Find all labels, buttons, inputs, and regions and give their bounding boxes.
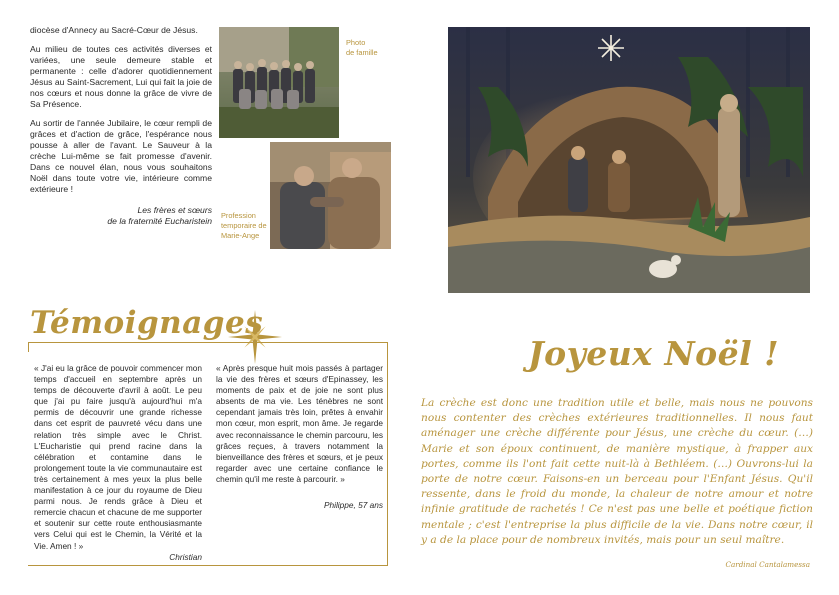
intro-paragraph-1: diocèse d'Annecy au Sacré-Cœur de Jésus. xyxy=(30,25,198,35)
christmas-message: La crèche est donc une tradition utile et belle, mais nous ne pouvons nous contenter des crèches extérieures traditionnelles. Il nous faut aménager une crèche différente pour Jésus, une crèche du cœur. (…) Marie et son époux continuent, de manière mystique, à frapper aux portes, comme ils l'ont fait cette nuit-là à Bethléem. (…) Ouvrons-lui la porte de notre cœur. Faisons-en un berceau pour l'Enfant Jésus. Qu'il ressente, dans le froid du monde, la chaleur de notre amour et notre infinie gratitude de rachetés ! Ce n'est pas une belle et poétique fiction mentale ; c'est l'entreprise la plus difficile de la vie. Dans notre cœur, il y a de la place pour de nombreux invités, mais pour un seul maître. xyxy=(421,397,813,546)
family-photo-caption: Photo de famille xyxy=(346,38,378,57)
profession-photo-caption: Profession temporaire de Marie-Ange xyxy=(221,211,267,240)
nativity-scene-photo xyxy=(448,27,810,293)
intro-paragraph-3: Au sortir de l'année Jubilaire, le cœur rempli de grâces et d'action de grâce, l'espérance nous pousse à aller de l'avant. Le Sauveur à la crèche Lui-même se fait promesse d'avenir. Dans ce nouvel élan, nous vous souhaitons Noël dans toute votre vie, intérieure comme extérieure ! xyxy=(30,118,212,194)
intro-text-column xyxy=(30,25,212,227)
family-photo xyxy=(219,27,339,138)
testimony-christian: « J'ai eu la grâce de pouvoir commencer mon temps d'accueil en septembre après un temps de découverte d'avril à août. Le peu que j'ai pu faire jusqu'à aujourd'hui m'a permis de découvrir une grande richesse dans cet esprit de pauvreté vécu dans une relation très simple avec le Christ. L'Eucharistie qui prend racine dans la célébration et contamine dans le prolongement toute la vie communautaire est très certainement à mes yeux la plus belle manifestation à ce jour du royaume de Dieu parmi nous. Je rends grâce à Dieu et remercie chacun et chacune de me supporter et soutenir sur cette route enthousiasmante vers Celui qui est le Chemin, la Vérité et la Vie. Amen ! » xyxy=(34,363,202,551)
testimonies-box-left-border xyxy=(28,342,29,352)
testimony-christian-author: Christian xyxy=(169,552,202,562)
testimony-philippe: « Après presque huit mois passés à partager la vie des frères et sœurs d'Epinassey, les moments de paix et de joie ne sont plus absents de ma vie. Les ténèbres ne sont cependant jamais très loin, prêtes à envahir mon cœur, mon esprit, mon âme. Je regarde avec reconnaissance le chemin parcouru, les grâces reçues, à travers notamment la bienveillance des frères et sœurs, et je peux regarder avec une certaine confiance le chemin qu'il me reste à parcourir. » xyxy=(216,363,383,484)
christmas-heading: Joyeux Noël ! xyxy=(528,334,780,373)
testimonies-heading: Témoignages xyxy=(30,305,264,341)
fraternity-signature: Les frères et sœurs de la fraternité Eucharistein xyxy=(107,205,212,226)
testimony-philippe-author: Philippe, 57 ans xyxy=(323,500,383,510)
christmas-message-author: Cardinal Cantalamessa xyxy=(725,560,810,569)
intro-paragraph-2: Au milieu de toutes ces activités diverses et variées, une seule demeure stable et permanente : celle d'adorer quotidiennement Jésus au Saint-Sacrement, Lui qui fait la joie de nos cœurs et nous donne la grâce de vivre de Sa Présence. xyxy=(30,44,212,109)
profession-photo xyxy=(270,142,391,249)
